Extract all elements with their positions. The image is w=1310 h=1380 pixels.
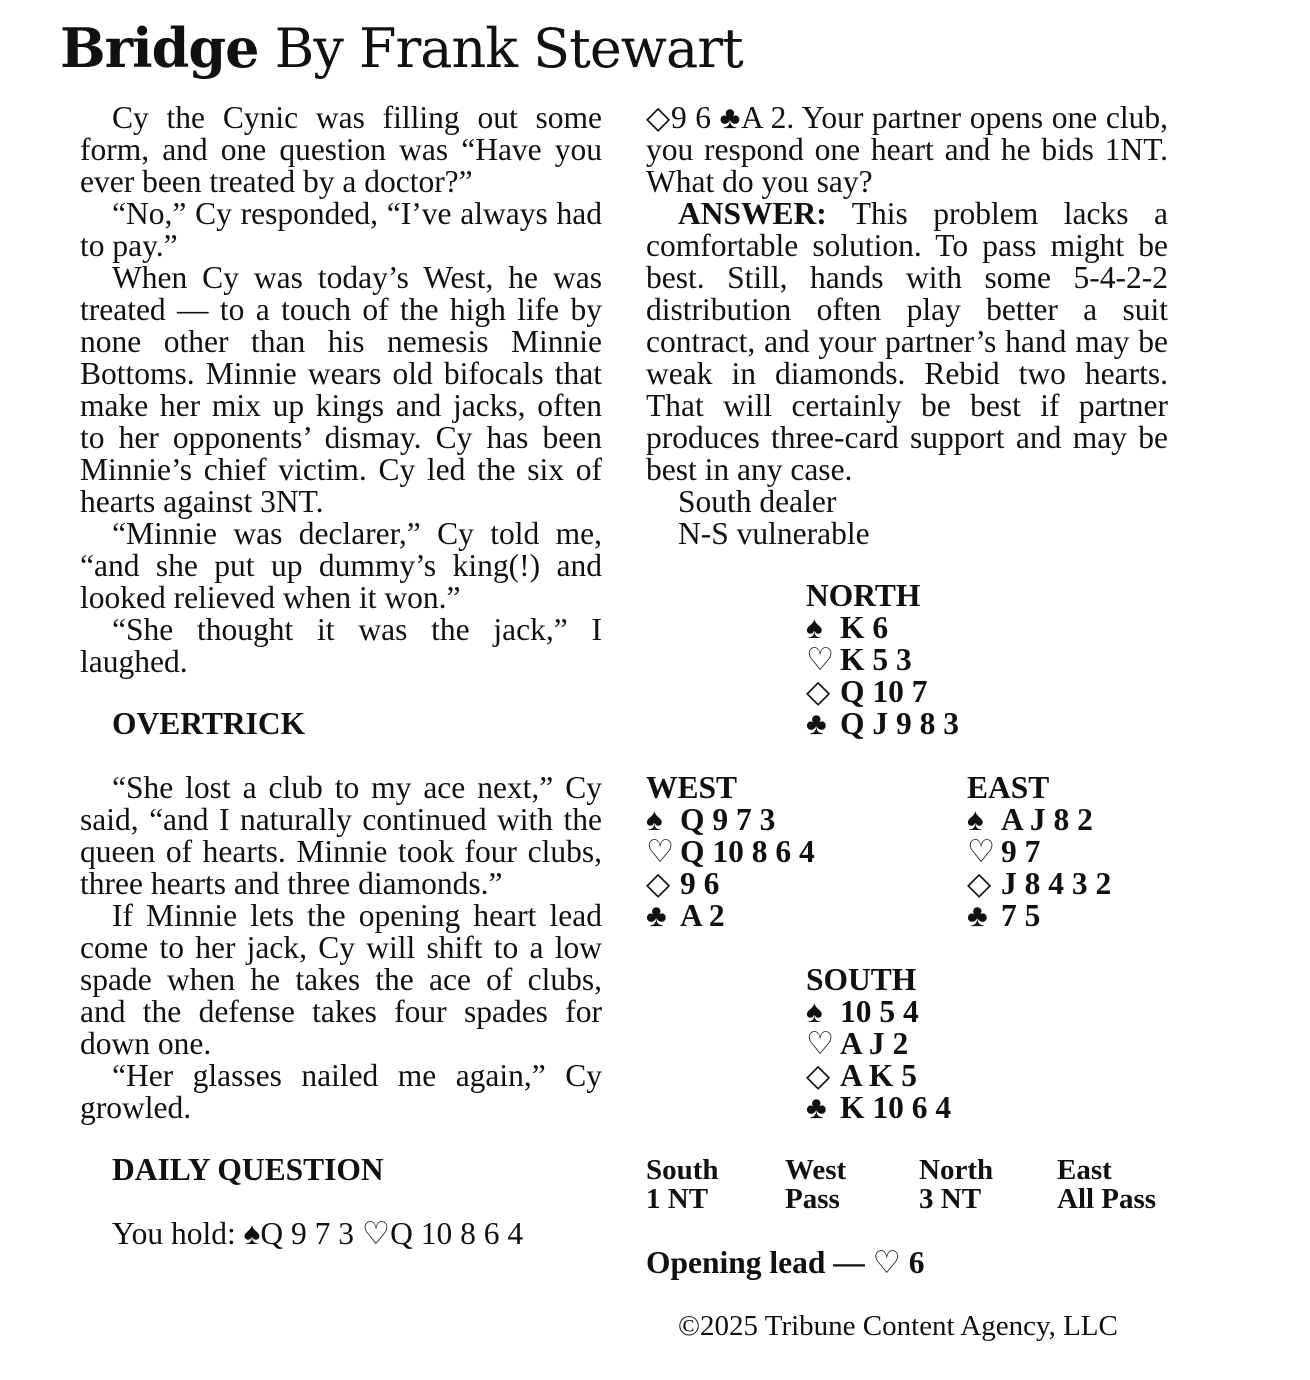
paragraph: “No,” Cy responded, “I’ve always had to pay.” — [80, 196, 602, 263]
spades-holding: 10 5 4 — [840, 994, 919, 1029]
spades-holding: Q 9 7 3 — [680, 802, 776, 837]
spade-icon: ♠ — [806, 610, 823, 645]
clubs-holding: A 2 — [680, 898, 725, 933]
bidding-column — [1057, 1156, 1156, 1214]
bidding-seat: South — [646, 1154, 719, 1186]
diamonds-holding: A K 5 — [840, 1058, 918, 1093]
bidding-column — [919, 1156, 993, 1214]
spade-icon: ♠ — [806, 994, 823, 1029]
opening-lead-card: 6 — [908, 1245, 925, 1280]
bidding-call: Pass — [785, 1183, 840, 1215]
dealer: South dealer — [678, 484, 837, 519]
spades-holding: K 6 — [840, 610, 889, 645]
heart-icon: ♡ — [806, 1026, 835, 1061]
hand-label: NORTH — [806, 578, 921, 613]
answer-paragraph — [646, 198, 1168, 486]
bidding-call: All Pass — [1057, 1183, 1157, 1215]
byline: By Frank Stewart — [274, 17, 743, 80]
diamond-icon: ◇ — [646, 866, 671, 901]
heart-icon: ♡ — [967, 834, 996, 869]
bidding-column — [785, 1156, 846, 1214]
hand-south — [806, 964, 951, 1124]
hand-east — [967, 772, 1111, 932]
bidding-column — [646, 1156, 719, 1214]
bidding-call: 3 NT — [919, 1183, 982, 1215]
column-left — [80, 102, 602, 1250]
paragraph: ◇9 6 ♣A 2. Your partner opens one club, you respond one heart and he bids 1NT. What do you say? — [646, 100, 1168, 199]
spades-holding: A J 8 2 — [1001, 802, 1093, 837]
title: Bridge — [60, 16, 259, 80]
paragraph: “She thought it was the jack,” I laughed. — [80, 612, 602, 679]
subhead-daily-question: DAILY QUESTION — [112, 1152, 384, 1187]
paragraph: “She lost a club to my ace next,” Cy said, “and I naturally continued with the queen of hearts. Minnie took four clubs, three hearts and three diamonds.” — [80, 770, 602, 901]
diamonds-holding: 9 6 — [680, 866, 720, 901]
clubs-holding: Q J 9 8 3 — [840, 706, 960, 741]
hearts-holding: K 5 3 — [840, 642, 912, 677]
club-icon: ♣ — [806, 706, 827, 741]
diamonds-holding: Q 10 7 — [840, 674, 928, 709]
heart-icon: ♡ — [806, 642, 835, 677]
hand-label: WEST — [646, 770, 738, 805]
hearts-holding: 9 7 — [1001, 834, 1041, 869]
clubs-holding: 7 5 — [1001, 898, 1041, 933]
answer-label: ANSWER: — [678, 196, 827, 231]
hand-label: EAST — [967, 770, 1050, 805]
hand-west — [646, 772, 815, 932]
spade-icon: ♠ — [646, 802, 663, 837]
bidding-call: 1 NT — [646, 1183, 709, 1215]
clubs-holding: K 10 6 4 — [840, 1090, 952, 1125]
page-title — [60, 14, 743, 83]
paragraph: If Minnie lets the opening heart lead come to her jack, Cy will shift to a low spade when he takes the ace of clubs, and the defense takes four spades for down one. — [80, 898, 602, 1061]
club-icon: ♣ — [967, 898, 988, 933]
diamond-icon: ◇ — [806, 1058, 831, 1093]
paragraph: When Cy was today’s West, he was treated — to a touch of the high life by none other than his nemesis Minnie Bottoms. Minnie wears old bifocals that make her mix up kings and jacks, often to her opponents’ dismay. Cy has been Minnie’s chief victim. Cy led the six of hearts against 3NT. — [80, 260, 602, 519]
spade-icon: ♠ — [967, 802, 984, 837]
subhead-overtrick: OVERTRICK — [112, 706, 306, 741]
paragraph: “Her glasses nailed me again,” Cy growled. — [80, 1058, 602, 1125]
hand-label: SOUTH — [806, 962, 917, 997]
you-hold: You hold: ♠Q 9 7 3 ♡Q 10 8 6 4 — [112, 1216, 524, 1251]
diamond-icon: ◇ — [806, 674, 831, 709]
club-icon: ♣ — [646, 898, 667, 933]
hearts-holding: Q 10 8 6 4 — [680, 834, 815, 869]
opening-lead-label: Opening lead — — [646, 1245, 873, 1280]
bidding-seat: West — [785, 1154, 847, 1186]
bidding-seat: East — [1057, 1154, 1112, 1186]
heart-icon: ♡ — [646, 834, 675, 869]
opening-lead — [646, 1244, 925, 1281]
column-right — [646, 102, 1168, 550]
paragraph: “Minnie was declarer,” Cy told me, “and she put up dummy’s king(!) and looked relieved when it won.” — [80, 516, 602, 615]
copyright: ©2025 Tribune Content Agency, LLC — [678, 1310, 1118, 1342]
hand-north — [806, 580, 959, 740]
bidding-seat: North — [919, 1154, 994, 1186]
answer-text: This problem lacks a comfortable solution. To pass might be best. Still, hands with some 5-4-2-2 distribution often play better a suit contract, and your partner’s hand may be weak in diamonds. Rebid two hearts. That will certainly be best if partner produces three-card support and may be best in any case. — [646, 196, 1168, 487]
diamonds-holding: J 8 4 3 2 — [1001, 866, 1112, 901]
diamond-icon: ◇ — [967, 866, 992, 901]
vulnerability: N-S vulnerable — [678, 516, 870, 551]
heart-icon: ♡ — [872, 1245, 901, 1280]
hearts-holding: A J 2 — [840, 1026, 909, 1061]
club-icon: ♣ — [806, 1090, 827, 1125]
paragraph: Cy the Cynic was filling out some form, and one question was “Have you ever been treated by a doctor?” — [80, 100, 602, 199]
